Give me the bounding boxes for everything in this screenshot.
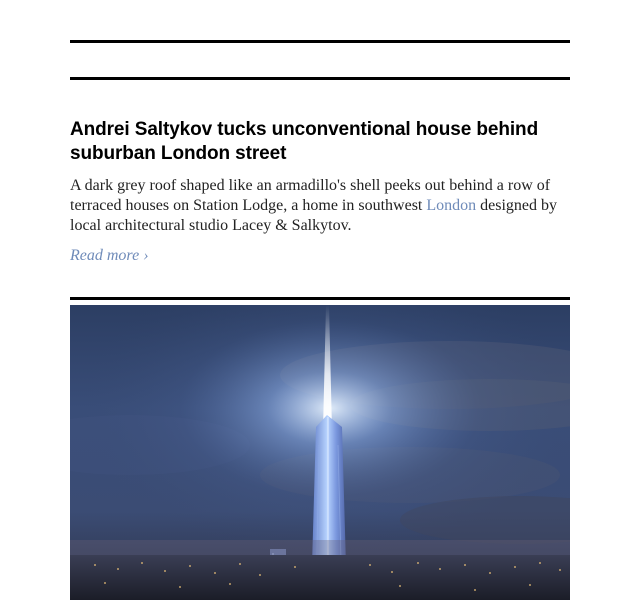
divider-rule [70,297,570,300]
skyscraper-night-image [70,305,570,600]
excerpt-text: A dark grey roof shaped like an armadillo's shell peeks out behind a row of terraced houses on Station Lodge, a home in southwest [70,177,551,214]
london-link[interactable]: London [426,197,477,214]
article-teaser [70,118,570,266]
divider-rule [70,77,570,80]
article-headline[interactable]: Andrei Saltykov tucks unconventional house behind suburban London street [70,119,539,164]
excerpt-text: designed by local architectural studio Lacey & Salkytov. [70,197,558,234]
read-more-link[interactable]: Read more › [70,247,149,264]
divider-rule [70,40,570,43]
article-excerpt [70,176,570,236]
article-image[interactable] [70,305,570,600]
